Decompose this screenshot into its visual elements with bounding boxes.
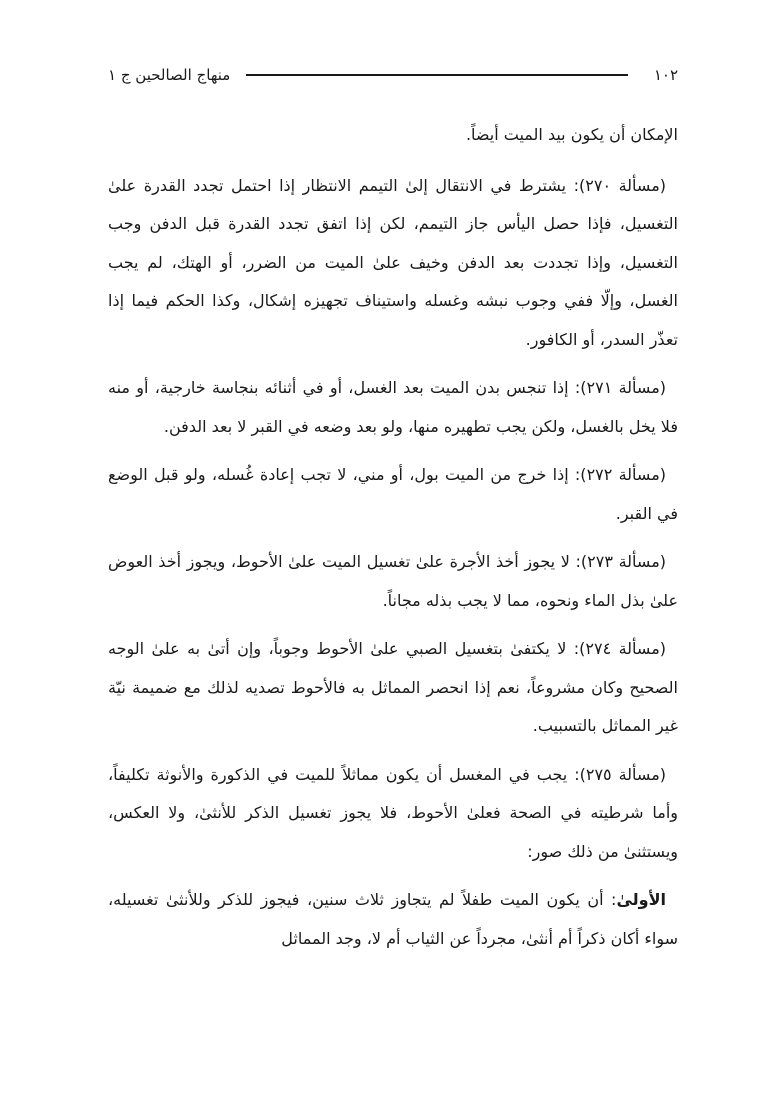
page-number: ١٠٢ [653,66,678,84]
paragraph-masala-271: (مسألة ٢٧١): إذا تنجس بدن الميت بعد الغسل، أو في أثنائه بنجاسة خارجية، أو منه فلا يخل بالغسل، ولكن يجب تطهيره منها، ولو بعد وضعه في القبر لا بعد الدفن. [108,378,678,436]
paragraph-masala-272: (مسألة ٢٧٢): إذا خرج من الميت بول، أو مني، لا تجب إعادة غُسله، ولو قبل الوضع في القبر. [108,465,678,523]
paragraph-masala-270: (مسألة ٢٧٠): يشترط في الانتقال إلىٰ التيمم الانتظار إذا احتمل تجدد القدرة علىٰ التغسيل، فإذا حصل اليأس جاز التيمم، لكن إذا اتفق تجدد القدرة قبل الدفن وجب التغسيل، وإذا تجددت بعد الدفن وخيف علىٰ الميت من الضرر، أو الهتك، لم يجب الغسل، وإلّا ففي وجوب نبشه وغسله واستيناف تجهيزه إشكال، وكذا الحكم فيما إذا تعذّر السدر، أو الكافور. [108,175,678,349]
paragraph-masala-273: (مسألة ٢٧٣): لا يجوز أخذ الأجرة علىٰ تغسيل الميت علىٰ الأحوط، ويجوز أخذ العوض علىٰ بذل الماء ونحوه، مما لا يجب بذله مجاناً. [108,552,678,610]
running-header [108,60,678,90]
paragraph-masala-274: (مسألة ٢٧٤): لا يكتفىٰ بتغسيل الصبي علىٰ الأحوط وجوباً، وإن أتىٰ به علىٰ الوجه الصحيح وكان مشروعاً، نعم إذا انحصر المماثل به فالأحوط تصديه لذلك مع ضميمة نيّة غير المماثل بالتسبيب. [108,639,678,735]
paragraph-first-exception [108,881,678,958]
header-rule [246,74,628,76]
paragraph: الإمكان أن يكون بيد الميت أيضاً. [465,125,678,144]
body-text [108,116,678,958]
paragraph-text: : أن يكون الميت طفلاً لم يتجاوز ثلاث سنين، فيجوز للذكر وللأنثىٰ تغسيله، سواء أكان ذكراً أم أنثىٰ، مجرداً عن الثياب أم لا، وجد المماثل [108,890,678,948]
document-page [108,60,678,968]
paragraph-masala-275: (مسألة ٢٧٥): يجب في المغسل أن يكون مماثلاً للميت في الذكورة والأنوثة تكليفاً، وأما شرطيته في الصحة فعلىٰ الأحوط، فلا يجوز تغسيل الذكر للأنثىٰ، ولا العكس، ويستثنىٰ من ذلك صور: [108,764,678,861]
paragraph-lead-term: الأولىٰ [616,890,666,909]
book-title: منهاج الصالحين ج ١ [108,66,231,84]
